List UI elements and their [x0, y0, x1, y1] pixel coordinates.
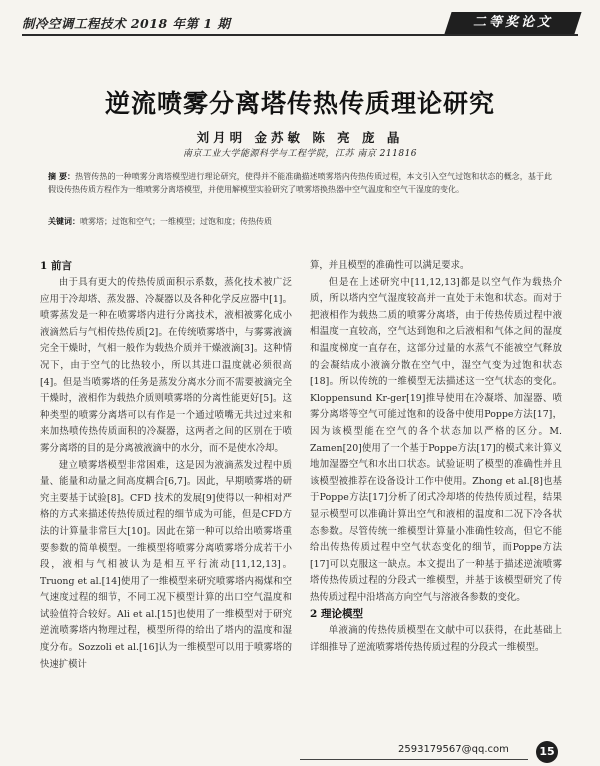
paragraph: 由于具有更大的传热传质面积示系数，蒸化技术被广泛应用于冷却塔、蒸发器、冷凝器以及各种化学反应器中[1]。喷雾蒸发是一种在喷雾塔内进行分离技术，液相被雾化成小液滴然后与气相传热传质[2]。在传统喷雾塔中，与雾雾液滴完全干燥时，气相一般作为载热介质并干燥液滴[3]。这种情况下，由于空气的比热较小，所以其进口温度就必须很高[4]。但是当喷雾塔的任务是蒸发分离水分而不需要被滴完全干燥时，液相作为载热介质则喷雾塔的分离性能更好[5]。这种类型的喷雾分离塔可以有作是一个通过喷嘴无共过过来和来加热喷传热传质面积的冷凝器，这两者之间的区别在于喷雾分离塔的目的是分离被液滴中的水分，而不是使水冷却。 [40, 277, 292, 454]
affiliation: 南京工业大学能源科学与工程学院，江苏 南京 211816 [182, 149, 418, 159]
paragraph: 但是在上述研究中[11,12,13]都是以空气作为载热介质，所以塔内空气湿度较高并一直处于未饱和状态。而对于把液相作为载热二质的喷雾分离塔，由于传热传质过程中液相温度一直较高，空气达到饱和之后液相和气体之间的湿度和温度梯度一直存在，这部分过量的水蒸气不能被空气释放的会凝结成小液滴分散在空气中，湿空气变为过饱和状态[18]。所以传统的一维模型无法描述这一空气状态的变化。Kloppensund Kr-ger[19]推导使用在冷凝塔、加湿器、喷雾分离塔等空气可能过饱和的设备中使用Poppe方法[17]，因为该模型能在空气的各个状态加以严格的区分。M. Zamen[20]使用了一个基于Poppe方法[17]的模式来计算义地加湿器空气和水出口状态。试验证明了模型的准确性并且该模型被推荐在设备设计工作中使用。Zhong et al.[8]也基于Poppe方法[17]分析了闭式冷却塔的传热传质过程，结果显示模型可以准确计算出空气和液相的温度和二况下冷各状态参数。尽管传统一维模型计算量小准确性较高，但它不能给出传热传质过程中空气状态变化的细节，而Poppe方法[17]可以克服这一缺点。本文提出了一种基于描述逆流喷雾塔传热传质过程的分段式一维模型，并基于该模型研究了传热传质过程中沿塔高方向空气与溶液各参数的变化。 [310, 276, 562, 603]
keywords-label: 关键词： [48, 216, 80, 226]
header-rule [22, 34, 578, 36]
right-column [310, 258, 562, 657]
keywords [48, 216, 552, 227]
left-column [40, 258, 292, 673]
abstract-text: 热管传热的一种喷雾分离塔模型进行理论研究，使得并不能准确描述喷雾塔内传热传质过程，本文引入空气过饱和状态的概念，基于此假设传热传质方程作为一维喷雾分离塔模型，并使用解模型实验研究了喷雾塔换热器中空气温度和空气干湿度的变化。 [48, 172, 552, 194]
author-email: 2593179567@qq.com [398, 744, 509, 755]
paper-title: 逆流喷雾分离塔传热传质理论研究 [104, 89, 495, 118]
section-heading-model: 2 理论模型 [310, 608, 363, 621]
award-badge [444, 12, 581, 34]
abstract [48, 170, 552, 196]
paragraph: 单液滴的传热传质模型在文献中可以获得，在此基础上详细推导了逆流喷雾塔传热传质过程的分段式一维模型。 [310, 625, 562, 654]
running-head: 制冷空调工程技术 2018 年第 1 期 [22, 16, 231, 31]
section-heading-intro: 1 前言 [40, 260, 72, 272]
author-list: 刘月明 金苏敏 陈 亮 庞 晶 [196, 130, 404, 145]
paragraph: 建立喷雾塔模型非常困难，这是因为液滴蒸发过程中质量、能量和动量之间高度耦合[6,7]。因此，早期喷雾塔的研究主要基于试验[8]。CFD 技术的发展[9]使得以一种相对严格的方式来描述传热传质过程的细节成为可能，但是CFD方法的计算量非常巨大[10]。因此在第一种可以给出喷雾塔重要参数的简单模型。一维模型将喷雾分离喷雾塔分成若干小段，液相与气相被认为是相互平行流动[11,12,13]。Truong et al.[14]使用了一维模型来研究喷雾塔内褐煤和空气速度过程的细节，不同工况下模型计算的出口空气温度和试验值符合较好。Ali et al.[15]也使用了一维模型对于研究逆流喷雾塔内物理过程，模型所得的给出了塔内的温度和湿度分布。Sozzoli et al.[16]认为一维模型可以用于喷雾塔的快速扩模计 [40, 459, 292, 670]
award-badge-text: 二等奖论文 [472, 15, 553, 30]
footer-rule [300, 759, 528, 760]
paragraph: 算，并且模型的准确性可以满足要求。 [310, 260, 470, 271]
keywords-text: 喷雾塔；过饱和空气；一维模型；过饱和度；传热传质 [80, 217, 272, 226]
abstract-label: 摘 要： [48, 171, 76, 181]
page-number: 15 [536, 741, 558, 763]
